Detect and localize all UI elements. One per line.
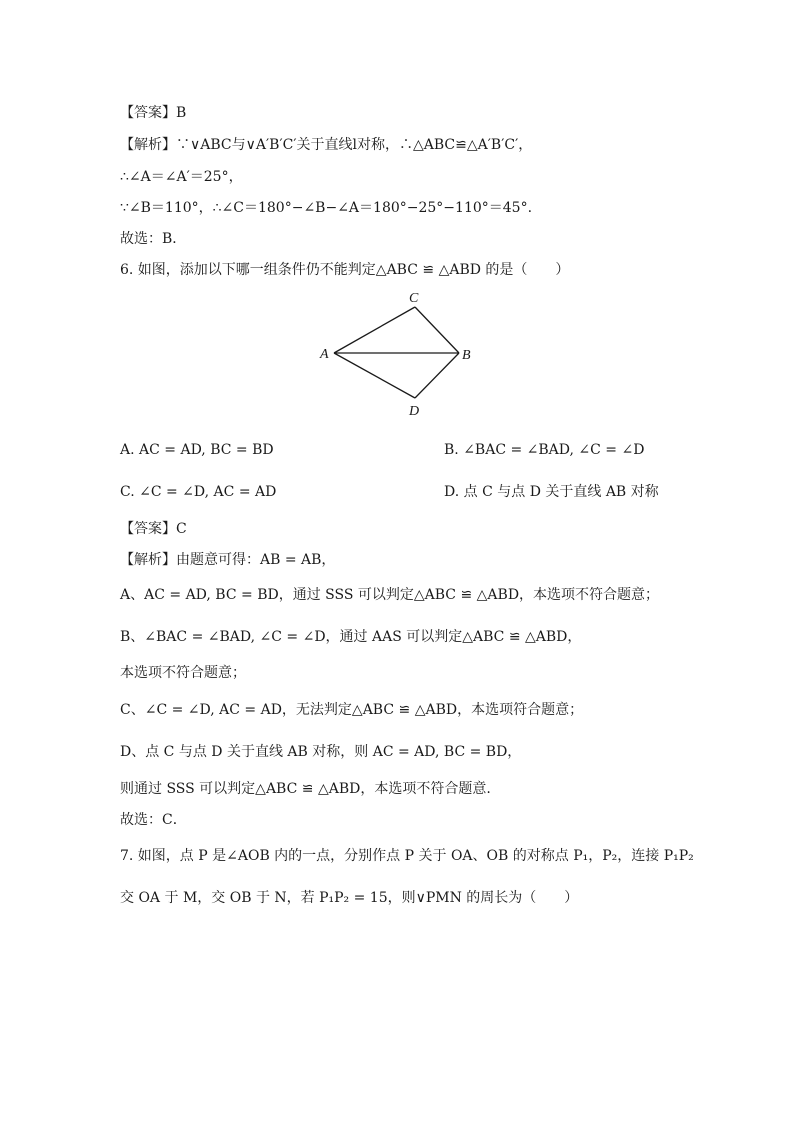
angle-a-line: ∴∠A＝∠A′＝25°，	[120, 169, 243, 185]
segment-ac	[334, 307, 415, 353]
segment-db	[415, 353, 459, 398]
segment-cb	[415, 307, 459, 353]
quadrilateral-diagram	[316, 286, 486, 420]
case-b-cont: 本选项不符合题意；	[120, 665, 246, 681]
question-7-cont: 交 OA 于 M，交 OB 于 N，若 P₁P₂ = 15，则∨PMN 的周长为（ ）	[120, 890, 579, 906]
choice-line-2: 故选：C．	[120, 812, 187, 828]
option-a: A. AC = AD, BC = BD	[120, 442, 274, 458]
label-a: A	[320, 347, 329, 362]
answer-line-2: 【答案】C	[120, 521, 187, 537]
case-b: B、∠BAC = ∠BAD, ∠C = ∠D，通过 AAS 可以判定△ABC ≌ △ABD，	[120, 629, 582, 645]
case-d: D、点 C 与点 D 关于直线 AB 对称，则 AC = AD, BC = BD，	[120, 744, 522, 760]
analysis-line: 【解析】∵∨ABC与∨A′B′C′关于直线l对称，∴△ABC≌△A′B′C′，	[120, 137, 533, 153]
label-c: C	[409, 291, 419, 306]
choice-line: 故选：B．	[120, 231, 187, 247]
option-c: C. ∠C = ∠D, AC = AD	[120, 484, 277, 500]
question-6: 6. 如图，添加以下哪一组条件仍不能判定△ABC ≌ △ABD 的是（ ）	[120, 262, 570, 278]
case-d-cont: 则通过 SSS 可以判定△ABC ≌ △ABD，本选项不符合题意.	[120, 781, 491, 797]
segment-ad	[334, 353, 415, 398]
analysis-line-2: 【解析】由题意可得：AB = AB，	[120, 552, 336, 568]
question-7: 7. 如图，点 P 是∠AOB 内的一点，分别作点 P 关于 OA、OB 的对称点 P₁，P₂，连接 P₁P₂	[120, 848, 694, 864]
option-d: D. 点 C 与点 D 关于直线 AB 对称	[444, 484, 659, 500]
answer-line: 【答案】B	[120, 105, 187, 121]
label-b: B	[462, 348, 471, 363]
angle-c-line: ∵∠B＝110°，∴∠C＝180°−∠B−∠A＝180°−25°−110°＝45°.	[120, 200, 533, 216]
case-a: A、AC = AD, BC = BD，通过 SSS 可以判定△ABC ≌ △ABD，本选项不符合题意；	[120, 587, 660, 603]
label-d: D	[409, 404, 420, 419]
case-c: C、∠C = ∠D, AC = AD，无法判定△ABC ≌ △ABD，本选项符合题意；	[120, 702, 584, 718]
option-b: B. ∠BAC = ∠BAD, ∠C = ∠D	[444, 442, 645, 458]
triangle-figure	[316, 286, 486, 420]
